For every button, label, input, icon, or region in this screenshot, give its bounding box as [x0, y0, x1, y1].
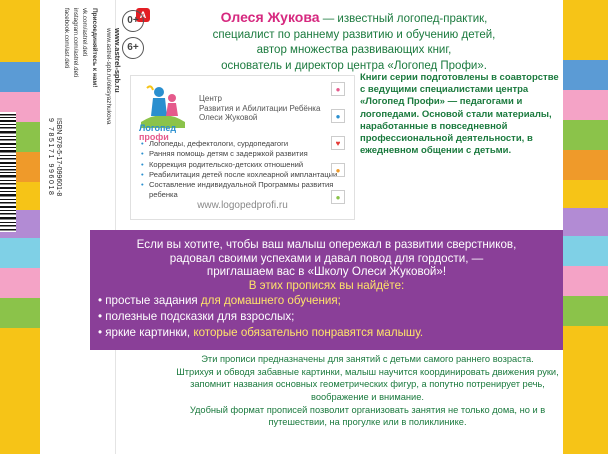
barcode-digits: 9 785171 996018 — [47, 118, 54, 197]
bottom-description — [170, 353, 565, 429]
spine-author-page[interactable]: www.astrel-spb.ru/olesyazhukova — [105, 28, 112, 125]
promo-lead-line1: Если вы хотите, чтобы ваш малыш опережал в развитии сверстников, — [136, 238, 517, 251]
age-badge-secondary: 6+ — [122, 37, 144, 59]
author-intro-line4: основатель и директор центра «Логопед Профи». — [221, 59, 487, 72]
logo-word-1: Логопед — [139, 123, 177, 133]
promo-item-text: полезные подсказки для взрослых; — [105, 309, 295, 323]
promo-block — [90, 230, 563, 350]
author-name: Олеся Жукова — [220, 9, 320, 25]
barcode-graphic — [0, 112, 16, 232]
list-item: • Ранняя помощь детям с задержкой развития — [141, 149, 351, 159]
spine-instagram-link[interactable]: instagram.com/astrel.deti — [72, 8, 79, 78]
isbn-text: ISBN 978-5-17-099601-8 — [55, 118, 62, 197]
bottom-paragraph-3: Удобный формат прописей позволит организовать занятия не только дома, но и в путешествии, на прогулке или в поликлинике. — [189, 404, 546, 428]
list-item: • Коррекция родительско-детских отношений — [141, 160, 351, 170]
heart-icon: ♥ — [331, 136, 345, 150]
center-features-list — [141, 139, 351, 201]
series-description: Книги серии подготовлены в соавторстве с ведущими специалистами центра «Логопед Профи» — педагогами и логопедами. Основой стали материалы, наработанные в повседневной профессиональной деятельности, в ежедневном общении с детьми. — [360, 72, 559, 157]
author-intro — [150, 10, 558, 74]
promo-lead-line3: приглашаем вас в «Школу Олеси Жуковой»! — [206, 265, 447, 278]
center-title-line3: Олеси Жуковой — [199, 113, 258, 122]
spine-facebook-link[interactable]: facebook.com/ast.deti — [63, 8, 70, 69]
puzzle-icon: ● — [331, 190, 345, 204]
spine-join-label: Присоединяйтесь к нам! — [91, 8, 98, 88]
bottom-paragraph-2: Штрихуя и обводя забавные картинки, малыш научится координировать движения руки, запомнит названия основных геометрических фигур, а попутно потренирует речь, воображение и внимание. — [176, 367, 559, 402]
right-decorative-band — [563, 0, 608, 454]
logo-word-2: профи — [139, 132, 169, 142]
author-intro-line3: автор множества развивающих книг, — [256, 44, 452, 56]
spine-vk-link[interactable]: vk.com/astrel.deti — [81, 8, 88, 57]
age-rating-badge: 0+ — [122, 10, 144, 32]
list-item: • Реабилитация детей после кохлеарной имплантации — [141, 170, 351, 180]
center-info-box — [130, 75, 355, 220]
logoped-profi-logo-icon — [139, 82, 187, 128]
author-intro-line2: специалист по раннему развитию и обучению детей, — [212, 28, 496, 41]
promo-lead-line4: В этих прописях вы найдёте: — [248, 278, 405, 292]
spine-website[interactable]: www.astrel-spb.ru — [113, 28, 122, 93]
promo-item-highlight: для домашнего обучения; — [200, 294, 341, 307]
list-item: • простые задания для домашнего обучения; — [98, 294, 341, 307]
spine — [40, 0, 147, 454]
speech-bubble-icon: ● — [331, 82, 345, 96]
promo-list — [98, 294, 423, 341]
center-title — [199, 94, 320, 123]
list-item: • Логопеды, дефектологи, сурдопедагоги — [141, 139, 351, 149]
list-item: • полезные подсказки для взрослых; — [98, 309, 295, 323]
promo-lead — [90, 238, 563, 292]
hand-icon: ● — [331, 109, 345, 123]
bottom-paragraph-1: Эти прописи предназначены для занятий с детьми самого раннего возраста. — [201, 354, 534, 364]
service-icons-column — [331, 82, 347, 217]
center-title-line1: Центр — [199, 94, 222, 103]
promo-lead-line2: радовал своими успехами и давал повод для гордости, — — [169, 251, 484, 265]
list-item: • яркие картинки, которые обязательно понравятся малышу. — [98, 325, 424, 339]
center-title-line2: Развития и Абилитации Ребёнка — [199, 103, 321, 113]
author-intro-line1: — известный логопед-практик, — [319, 13, 488, 25]
promo-item-highlight: которые обязательно понравятся малышу. — [193, 325, 424, 339]
list-item: • Составление индивидуальной Программы развития ребенка — [141, 180, 351, 201]
ear-icon: ● — [331, 163, 345, 177]
publisher-logo: A — [136, 8, 150, 22]
center-website-link[interactable]: www.logopedprofi.ru — [197, 200, 288, 211]
promo-item-text: яркие картинки, — [105, 325, 194, 339]
promo-item-text: простые задания — [105, 294, 201, 307]
